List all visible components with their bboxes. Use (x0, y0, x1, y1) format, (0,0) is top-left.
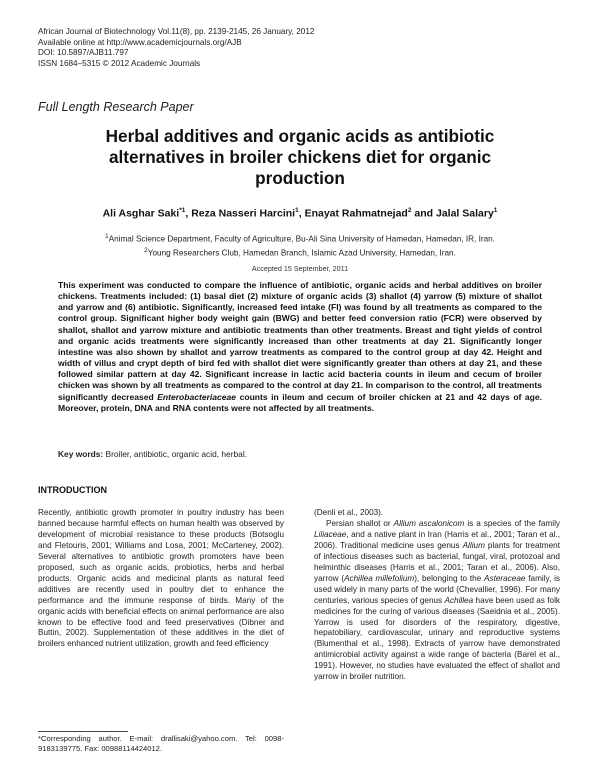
abstract-italic-term: Enterobacteriaceae (157, 391, 237, 402)
author-name: Jalal Salary (436, 207, 494, 220)
family-name: Asteraceae (484, 573, 526, 583)
author-name: Enayat Rahmatnejad (304, 207, 408, 220)
species-name: Achillea millefolium (344, 573, 415, 583)
author-name: Ali Asghar Saki (102, 207, 180, 220)
genus-name: Allium (462, 540, 485, 550)
paragraph (314, 519, 560, 683)
paragraph-text: plants for treatment of infectious diseases such as bacterial, fungal, viral, protozoal and helminthic diseases (Harris et al., 2001; Taran et al., 2006). Also, yarrow ( (314, 540, 561, 583)
affiliation-mark: 1 (105, 233, 109, 240)
genus-name: Achillea (444, 595, 474, 605)
paragraph-text: ), belonging to the (414, 573, 485, 583)
corresponding-author-footnote: *Corresponding author. E-mail: drallisaki@yahoo.com. Tel: 0098-9183139775. Fax: 00988114424012. (38, 734, 284, 754)
paragraph: (Denli et al., 2003). (314, 508, 384, 517)
accepted-date: Accepted 15 September, 2011 (251, 264, 349, 273)
paragraph-text: Persian shallot or (326, 518, 394, 528)
keywords (58, 449, 542, 459)
author-name: Reza Nasseri Harcini (191, 207, 296, 220)
footnote-rule (38, 731, 128, 732)
author-mark: 1 (295, 207, 299, 214)
body-column-left (38, 508, 284, 650)
author-separator: , (298, 207, 305, 220)
keywords-label: Key words: (58, 449, 104, 459)
species-name: Allium ascalonicom (393, 518, 465, 528)
doi: DOI: 10.5897/AJB11.797 (38, 48, 129, 58)
title-line: Herbal additives and organic acids as antibiotic (105, 126, 495, 146)
paragraph-text: have been used as folk medicines for the curing of various diseases (Saeidnia et al., 2005). Yarrow is used for disorders of the respiratory, digestive, hepatobiliary, cardiovascular, urinary and reproductive systems (Blumenthal et al., 1998). Extracts of yarrow have demonstrated antimicrobial activity against a wide range of bacteria (Barel et al., 1991). However, no studies have evaluated the effect of shallot and yarrow in broiler nutrition. (314, 595, 560, 682)
issn: ISSN 1684–5315 © 2012 Academic Journals (38, 58, 201, 68)
paragraph: Recently, antibiotic growth promoter in poultry industry has been banned because harmful effects on human health was observed by development of microbial resistance to these products (Botsoglu and Fletouris, 2001; Williams and Losa, 2001; McCarteney, 2002). Several alternatives to antibiotic growth promoters have been proposed, such as organic acids, probiotics, herbs and herbal products. Organic acids and medicinal plants as natural feed additives are recently used in poultry diet to enhance the performance and the immune response of birds. Many of the organic acids with beneficial effects on animal performance are also known to be effective food and feed preservatives (Dibner and Buttin, 2002). Supplementation of these additives in the diet of broilers enhanced nutrient utilization, growth and feed efficiency (38, 508, 284, 649)
paper-title (40, 126, 560, 189)
section-heading: INTRODUCTION (38, 485, 107, 495)
author-mark: 2 (407, 207, 412, 214)
keywords-text: Broiler, antibiotic, organic acid, herbal. (103, 449, 248, 459)
abstract-text: counts in ileum and cecum of broiler chicken at 21 and 42 days of age. Moreover, protein, DNA and RNA contents were not affected by all treatments. (58, 391, 543, 413)
paragraph-text: family, is used widely in many parts of the world (Chevallier, 1996). For many centuries, various species of genus (314, 573, 560, 605)
affiliation (40, 232, 560, 246)
journal-url: Available online at http://www.academicjournals.org/AJB (38, 37, 242, 47)
journal-header (38, 27, 314, 69)
paper-type: Full Length Research Paper (38, 100, 194, 114)
family-name: Liliaceae (314, 529, 347, 539)
title-line: alternatives in broiler chickens diet for organic (108, 147, 492, 167)
author-list (40, 207, 560, 220)
author-separator: , (185, 207, 192, 220)
paragraph-text: is a species of the family (464, 518, 560, 528)
affiliation-text: Young Researchers Club, Hamedan Branch, Islamic Azad University, Hamedan, Iran. (147, 248, 456, 258)
abstract-text: This experiment was conducted to compare the influence of antibiotic, organic acids and herbal additives on broiler chickens. Treatments included: (1) basal diet (2) mixture of organic acids (3) shallot (4) yarrow (5) mixture of shallot and yarrow and (6) antibiotic. Significantly, increased feed intake (FI) was found by all treatments as compared to the control group. Significant higher body weight gain (BWG) and better feed conversion ratio (FCR) were observed by shallot, shallot and yarrow mixture and antibiotic treatments than other treatments. Breast and tight yields of control and organic acids treatments were significantly increased than other treatments at day 21. Significantly longer intestine was also shown by shallot and yarrow treatments as compared to the control group at day 42. Height and width of villus and crypt depth of bird fed with shallot diet were significantly greater than others at day 21, and these followed similar pattern at day 42. Significant increase in lactic acid bacteria counts in ileum and cecum of broiler chicken was shown by all treatments as compared to the control at day 21. In comparison to the control, all treatments significantly decreased (58, 280, 542, 402)
paragraph-text: , and a native plant in Iran (Harris et al., 2001; Taran et al., 2006). Traditional medicine uses genus (314, 529, 560, 550)
author-mark: *1 (179, 207, 186, 214)
journal-citation: African Journal of Biotechnology Vol.11(8), pp. 2139-2145, 26 January, 2012 (38, 27, 315, 36)
title-line: production (255, 168, 345, 188)
affiliation-text: Animal Science Department, Faculty of Agriculture, Bu-Ali Sina University of Hamedan, Hamedan, IR, Iran. (108, 234, 495, 244)
affiliation (40, 246, 560, 260)
abstract (58, 280, 542, 414)
author-mark: 1 (493, 207, 498, 214)
affiliations (40, 232, 560, 259)
author-separator: and (411, 207, 436, 220)
body-column-right (314, 508, 560, 683)
affiliation-mark: 2 (144, 246, 148, 254)
